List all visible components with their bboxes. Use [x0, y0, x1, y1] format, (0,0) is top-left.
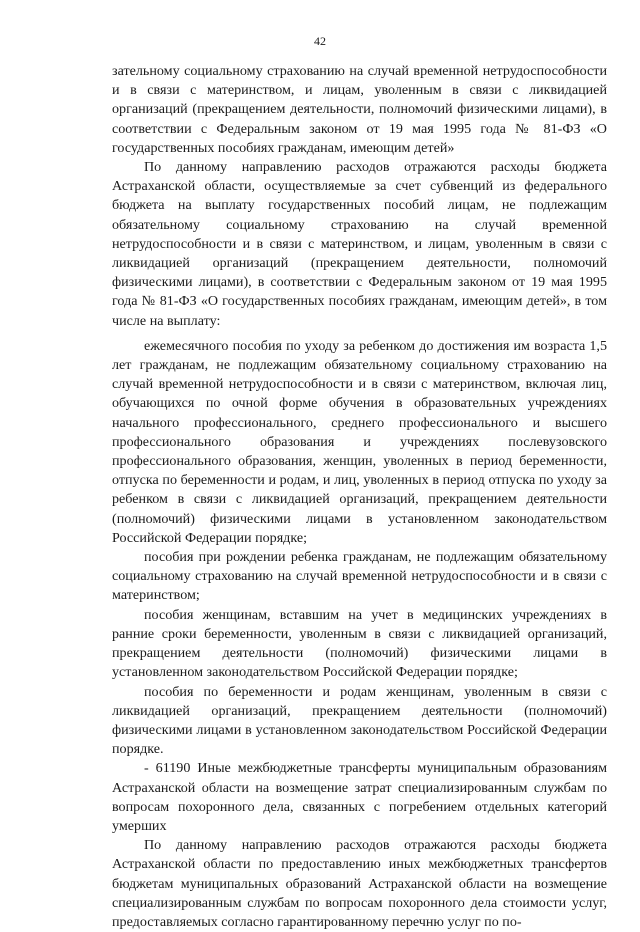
- page-number: 42: [314, 34, 326, 48]
- paragraph-expenses-description: По данному направлению расходов отражаются расходы бюджета Астраханской области, осуществляемые за счет субвенций из федерального бюджета на выплату государственных пособий лицам, не подлежащим обязательному социальному страхованию на случай временной нетрудоспособности и в связи с материнством, и лицам, уволенным в связи с ликвидацией организаций (прекращением деятельности, полномочий физическими лицами), в соответствии с Федеральным законом от 19 мая 1995 года № 81-ФЗ «О государственных пособиях гражданам, имеющим детей», в том числе на выплату:: [112, 159, 607, 329]
- paragraph-early-pregnancy-allowance: пособия женщинам, вставшим на учет в медицинских учреждениях в ранние сроки беременности, уволенным в связи с ликвидацией организаций, прекращением деятельности (полномочий) физическими лицами в установленном законодательством Российской Федерации порядке;: [112, 606, 607, 681]
- paragraph-monthly-childcare-allowance: ежемесячного пособия по уходу за ребенком до достижения им возраста 1,5 лет гражданам, не подлежащим обязательному социальному страхованию на случай временной нетрудоспособности и в связи с материнством, включая лиц, обучающихся по очной форме обучения в образовательных учреждениях начального профессионального, среднего профессионального и высшего профессионального образования и учреждениях послевузовского профессионального образования, женщин, уволенных в период беременности, отпуска по беременности и родам, и лиц, уволенных в период отпуска по уходу за ребенком в связи с ликвидацией организаций, прекращением деятельности (полномочий) физическими лицами в установленном законодательством Российской Федерации порядке;: [112, 337, 607, 546]
- document-body: [112, 62, 607, 932]
- paragraph-birth-allowance: пособия при рождении ребенка гражданам, не подлежащим обязательному социальному страхованию на случай временной нетрудоспособности и в связи с материнством;: [112, 549, 607, 604]
- paragraph-maternity-allowance: пособия по беременности и родам женщинам, уволенным в связи с ликвидацией организаций, прекращением деятельности (полномочий) физическими лицами в установленном законодательством Российской Федерации порядке.: [112, 683, 607, 758]
- paragraph-continuation: зательному социальному страхованию на случай временной нетрудоспособности и в связи с материнством, и лицам, уволенным в связи с ликвидацией организаций (прекращением деятельности, полномочий физическими лицами), в соответствии с Федеральным законом от 19 мая 1995 года № 81-ФЗ «О государственных пособиях гражданам, имеющим детей»: [112, 63, 607, 156]
- paragraph-funeral-services-expenses: По данному направлению расходов отражаются расходы бюджета Астраханской области по предоставлению иных межбюджетных трансфертов бюджетам муниципальных образований Астраханской области на возмещение специализированным службам по вопросам похоронного дела стоимости услуг, предоставляемых согласно гарантированному перечню услуг по по-: [112, 837, 607, 930]
- paragraph-code-61190: - 61190 Иные межбюджетные трансферты муниципальным образованиям Астраханской области на возмещение затрат специализированным службам по вопросам похоронного дела, связанных с погребением отдельных категорий умерших: [112, 760, 607, 834]
